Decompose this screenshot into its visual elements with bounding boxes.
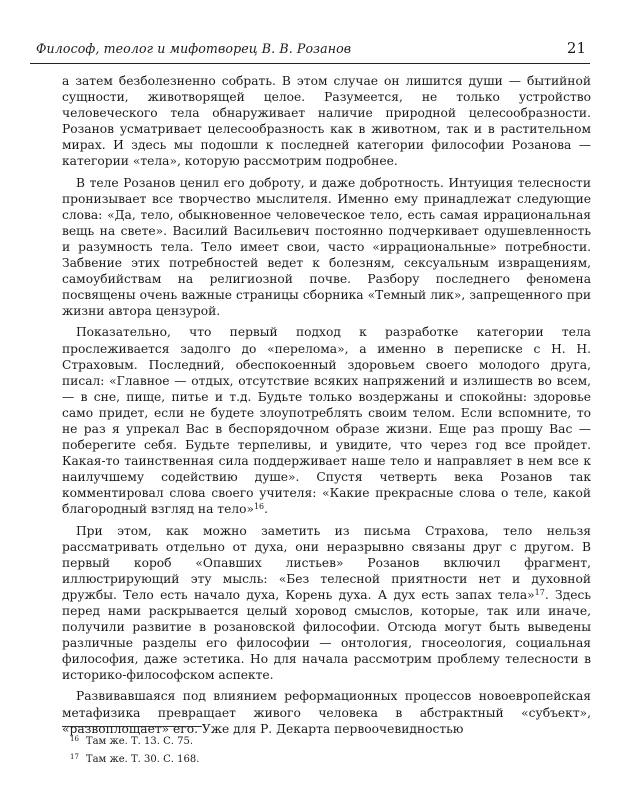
footnote-text: Там же. Т. 30. С. 168. [85, 753, 200, 765]
main-text [62, 73, 591, 742]
paragraph: Развивавшаяся под влиянием реформационных процессов новоевропейская метафизика превращает живого человека в абстрактный «субъект», «развоплощает» его. Уже для Р. Декарта первоочевидностью [62, 689, 591, 736]
footnote-reference: 16 [253, 502, 265, 512]
paragraph: В теле Розанов ценил его доброту, и даже добротность. Интуиция телесности пронизывает все творчество мыслителя. Именно ему принадлежат следующие слова: «Да, тело, обыкновенное человеческое тело, есть самая иррациональная вещь на свете». Василий Васильевич постоянно подчеркивает одушевленность и разумность тела. Тело имеет свои, часто «иррациональные» потребности. Забвение этих потребностей ведет к болезням, сексуальным извращениям, самоубийствам на религиозной почве. Разбору последнего феномена посвящены очень важные страницы сборника «Темный лик», запрещенного при жизни автора цензурой. [62, 175, 591, 319]
paragraph-text: При этом, как можно заметить из письма Страхова, тело нельзя рассматривать отдельно от духа, они неразрывно связаны друг с другом. В первый короб «Опавших листьев» Розанов включил фрагмент, иллюстрирующий эту мысль: «Без телесной приятности нет и духовной дружбы. Тело есть начало духа, Корень духа. А дух есть запах тела» [62, 523, 591, 602]
paragraph: а затем безболезненно собрать. В этом случае он лишится души — бытийной сущности, животворящей целое. Разумеется, не только устройство человеческого тела обнаруживает наличие природной целесообразности. Розанов усматривает целесообразность как в животном, так и в растительном мирах. И здесь мы подошли к последней категории философии Розанова — категории «тела», которую рассмотрим подробнее. [62, 74, 591, 169]
footnote-number: 16 [70, 735, 79, 743]
paragraph-text: Здесь перед нами раскрывается целый хоровод смыслов, которые, так или иначе, получили развитие в розановской философии. Отсюда могут быть выведены различные разделы его философии — онтология, гносеология, социальная философия, даже эстетика. Но для начала рассмотрим проблему телесности в историко-философском аспекте. [62, 587, 592, 683]
paragraph-text: Показательно, что первый подход к разработке категории тела прослеживается задолго до «перелома», а именно в переписке с Н. Н. Страховым. Последний, обеспокоенный здоровьем своего молодого друга, писал: «Главное — отдых, отсутствие всяких напряжений и излишеств во всем, — в сне, пище, питье и т.д. Будьте только воздержаны и спокойны: здоровье само придет, если не будете злоупотреблять своим телом. Если вспомните, то не раз я упрекал Вас в беспорядочном образе жизни. Еще раз прошу Вас — поберегите себя. Будьте терпеливы, и увидите, что через год все пройдет. Какая-то таинственная сила поддерживает наше тело и направляет в нем все к наилучшему содействию душе». Спустя четверть века Розанов так комментировал слова своего учителя: «Какие прекрасные слова о теле, какой благородный взгляд на тело» [62, 325, 591, 517]
footnote [70, 750, 470, 768]
paragraph: Показательно, что первый подход к разработке категории тела прослеживается задолго до «перелома», а именно в переписке с Н. Н. Страховым. Последний, обеспокоенный здоровьем своего молодого друга, писал: «Главное — отдых, отсутствие всяких напряжений и излишеств во всем, — в сне, пище, питье и т.д. Будьте только воздержаны и спокойны: здоровье само придет, если не будете злоупотреблять своим телом. Если вспомните, то не раз я упрекал Вас в беспорядочном образе жизни. Еще раз прошу Вас — поберегите себя. Будьте терпеливы, и увидите, что через год все пройдет. Какая-то таинственная сила поддерживает наше тело и направляет в нем все к наилучшему содействию душе». Спустя четверть века Розанов так комментировал слова своего учителя: «Какие прекрасные слова о теле, какой благородный взгляд на тело»$^{16}$. [62, 325, 591, 517]
running-title: Философ, теолог и мифотворец В. В. Розанов [36, 41, 352, 56]
header-rule [30, 63, 590, 64]
paragraph: При этом, как можно заметить из письма Страхова, тело нельзя рассматривать отдельно от духа, они неразрывно связаны друг с другом. В первый короб «Опавших листьев» Розанов включил фрагмент, иллюстрирующий эту мысль: «Без телесной приятности нет и духовной дружбы. Тело есть начало духа, Корень духа. А дух есть запах тела»$^{17}$. Здесь перед нами раскрывается целый хоровод смыслов, которые, так или иначе, получили развитие в розановской философии. Отсюда могут быть выведены различные разделы его философии — онтология, гносеология, социальная философия, даже эстетика. Но для начала рассмотрим проблему телесности в историко-философском аспекте. [62, 523, 592, 683]
footnote-rule [62, 726, 202, 727]
footnotes [70, 732, 470, 768]
footnote [70, 732, 470, 750]
footnote-text: Там же. Т. 13. С. 75. [85, 736, 194, 747]
page-number: 21 [566, 39, 586, 57]
page-header [30, 39, 590, 61]
footnote-reference: 17 [534, 587, 545, 597]
footnote-number: 17 [70, 752, 79, 761]
